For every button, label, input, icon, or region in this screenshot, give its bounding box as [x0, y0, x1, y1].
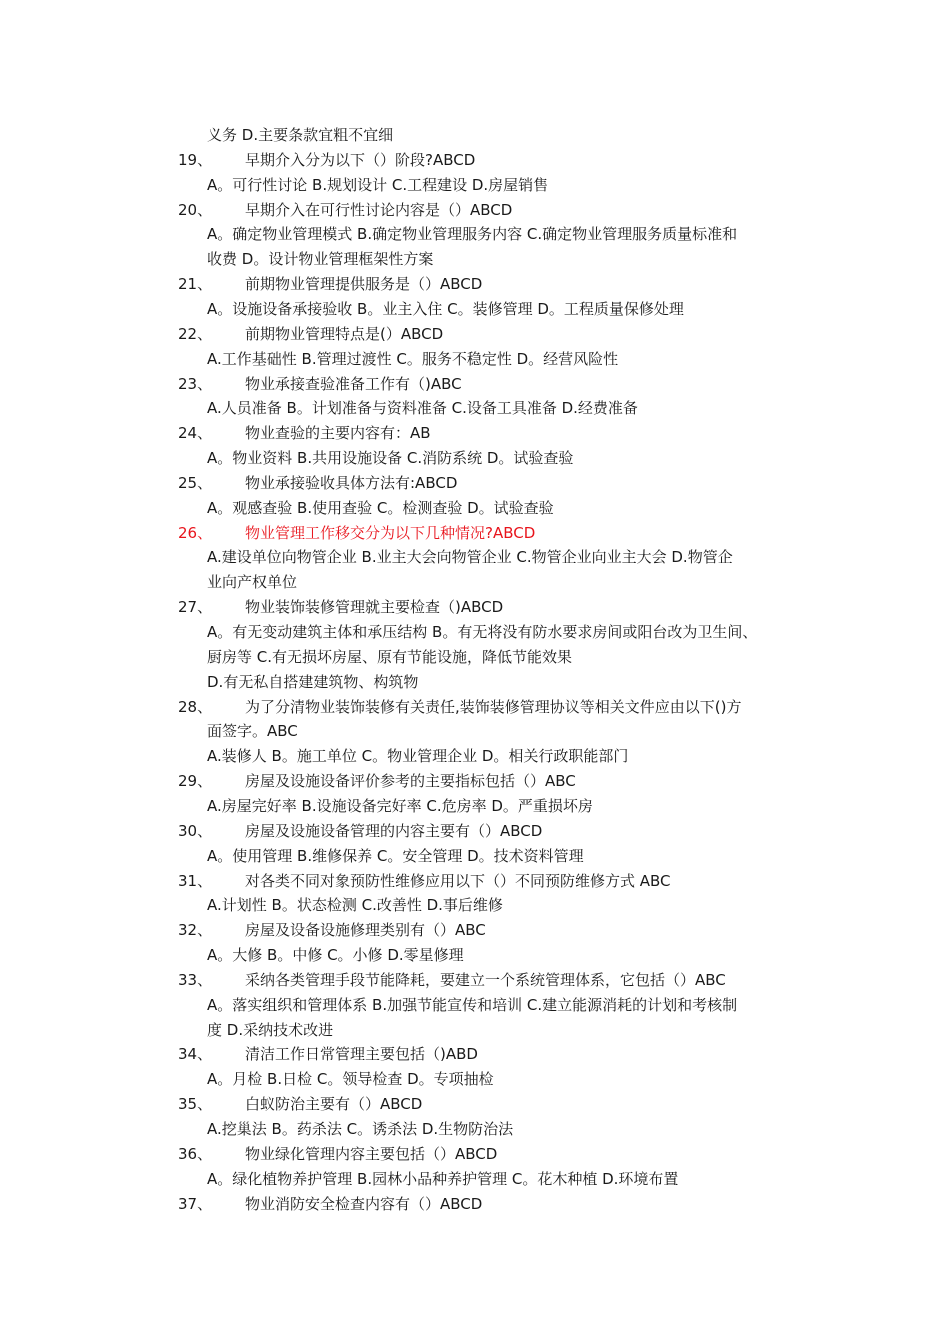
answer-options: A。可行性讨论 B.规划设计 C.工程建设 D.房屋销售	[207, 176, 549, 194]
answer-options: A。确定物业管理模式 B.确定物业管理服务内容 C.确定物业管理服务质量标准和	[207, 225, 738, 243]
question-text: 物业消防安全检查内容有（）ABCD	[245, 1195, 483, 1213]
question-number: 29、	[178, 772, 213, 790]
question-number: 28、	[178, 698, 213, 716]
answer-options: A。落实组织和管理体系 B.加强节能宣传和培训 C.建立能源消耗的计划和考核制	[207, 996, 738, 1014]
question-text: 早期介入在可行性讨论内容是（）ABCD	[245, 201, 513, 219]
answer-options: A。物业资料 B.共用设施设备 C.消防系统 D。试验查验	[207, 449, 574, 467]
question-text: 物业装饰装修管理就主要检查（)ABCD	[245, 598, 504, 616]
question-number: 22、	[178, 325, 213, 343]
answer-options: A.建设单位向物管企业 B.业主大会向物管企业 C.物管企业向业主大会 D.物管企	[207, 548, 733, 566]
question-text: 白蚁防治主要有（）ABCD	[245, 1095, 423, 1113]
question-number: 21、	[178, 275, 213, 293]
question-number: 35、	[178, 1095, 213, 1113]
question-number: 26、	[178, 524, 213, 542]
question-text: 早期介入分为以下（）阶段?ABCD	[245, 151, 476, 169]
question-number: 20、	[178, 201, 213, 219]
question-text: 前期物业管理提供服务是（）ABCD	[245, 275, 483, 293]
question-number: 23、	[178, 375, 213, 393]
question-number: 37、	[178, 1195, 213, 1213]
answer-options: A.工作基础性 B.管理过渡性 C。服务不稳定性 D。经营风险性	[207, 350, 619, 368]
question-number: 31、	[178, 872, 213, 890]
answer-options: A。月检 B.日检 C。领导检查 D。专项抽检	[207, 1070, 494, 1088]
question-number: 34、	[178, 1045, 213, 1063]
question-number: 30、	[178, 822, 213, 840]
continuation-text: 业向产权单位	[207, 573, 298, 591]
continuation-text: 义务 D.主要条款宜粗不宜细	[207, 126, 394, 144]
answer-options: A.挖巢法 B。药杀法 C。诱杀法 D.生物防治法	[207, 1120, 514, 1138]
answer-options: A。设施设备承接验收 B。业主入住 C。装修管理 D。工程质量保修处理	[207, 300, 684, 318]
question-text: 物业绿化管理内容主要包括（）ABCD	[245, 1145, 498, 1163]
question-text: 对各类不同对象预防性维修应用以下（）不同预防维修方式 ABC	[245, 872, 671, 890]
answer-options: A。绿化植物养护管理 B.园林小品种养护管理 C。花木种植 D.环境布置	[207, 1170, 679, 1188]
question-text: 房屋及设施设备管理的内容主要有（）ABCD	[245, 822, 543, 840]
answer-options: A.房屋完好率 B.设施设备完好率 C.危房率 D。严重损坏房	[207, 797, 593, 815]
continuation-text: 收费 D。设计物业管理框架性方案	[207, 250, 434, 268]
question-text: 为了分清物业装饰装修有关责任,装饰装修管理协议等相关文件应由以下()方	[245, 698, 742, 716]
question-text: 房屋及设施设备评价参考的主要指标包括（）ABC	[245, 772, 576, 790]
answer-options: A。有无变动建筑主体和承压结构 B。有无将没有防水要求房间或阳台改为卫生间、	[207, 623, 758, 641]
answer-options: A.人员准备 B。计划准备与资料准备 C.设备工具准备 D.经费准备	[207, 399, 638, 417]
question-number: 36、	[178, 1145, 213, 1163]
question-number: 24、	[178, 424, 213, 442]
question-text: 物业承接查验准备工作有（)ABC	[245, 375, 462, 393]
question-text: 清洁工作日常管理主要包括（)ABD	[245, 1045, 478, 1063]
question-number: 19、	[178, 151, 213, 169]
question-text: 采纳各类管理手段节能降耗，要建立一个系统管理体系，它包括（）ABC	[245, 971, 726, 989]
answer-options: A。大修 B。中修 C。小修 D.零星修理	[207, 946, 464, 964]
answer-options: A。观感查验 B.使用查验 C。检测查验 D。试验查验	[207, 499, 554, 517]
question-number: 27、	[178, 598, 213, 616]
continuation-text: 面签字。ABC	[207, 722, 298, 740]
question-text: 物业查验的主要内容有：AB	[245, 424, 431, 442]
question-text: 物业管理工作移交分为以下几种情况?ABCD	[245, 524, 536, 542]
continuation-text: D.有无私自搭建建筑物、构筑物	[207, 673, 419, 691]
continuation-text: 度 D.采纳技术改进	[207, 1021, 334, 1039]
answer-options: A.计划性 B。状态检测 C.改善性 D.事后维修	[207, 896, 503, 914]
answer-options: A.装修人 B。施工单位 C。物业管理企业 D。相关行政职能部门	[207, 747, 629, 765]
question-number: 33、	[178, 971, 213, 989]
question-text: 前期物业管理特点是(）ABCD	[245, 325, 444, 343]
continuation-text: 厨房等 C.有无损坏房屋、原有节能设施，降低节能效果	[207, 648, 573, 666]
question-number: 32、	[178, 921, 213, 939]
question-number: 25、	[178, 474, 213, 492]
question-text: 物业承接验收具体方法有:ABCD	[245, 474, 458, 492]
question-text: 房屋及设备设施修理类别有（）ABC	[245, 921, 486, 939]
answer-options: A。使用管理 B.维修保养 C。安全管理 D。技术资料管理	[207, 847, 584, 865]
